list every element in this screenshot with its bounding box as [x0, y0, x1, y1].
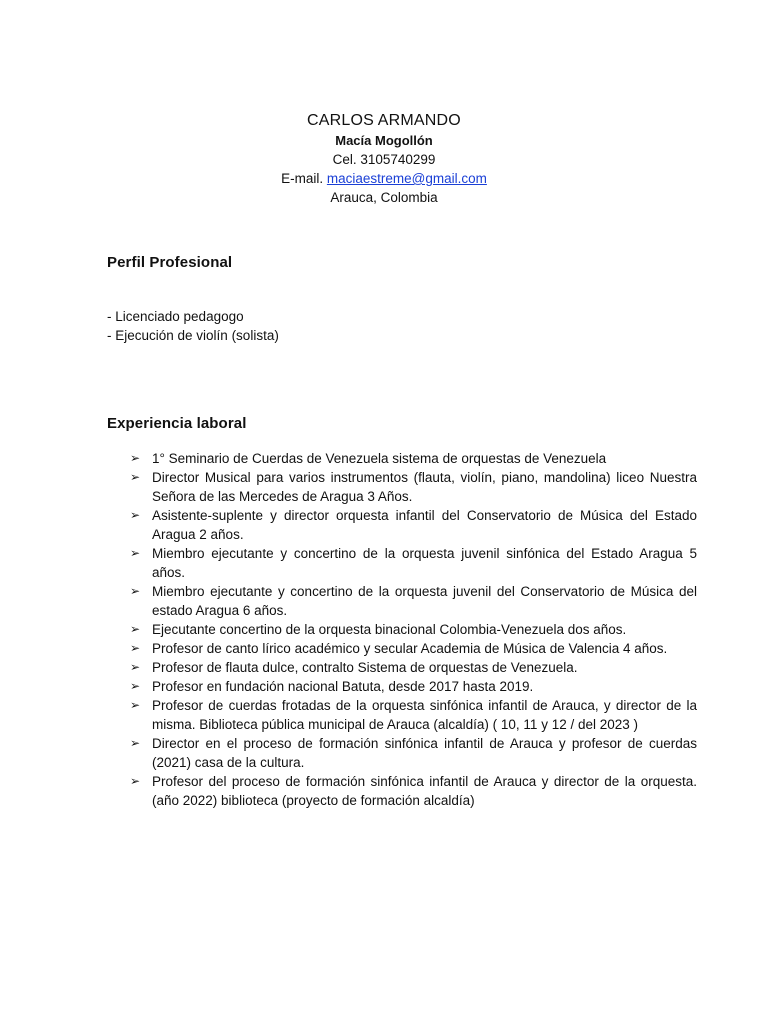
arrow-bullet-icon: ➢: [130, 774, 141, 788]
arrow-bullet-icon: ➢: [130, 698, 141, 712]
experience-item-text: Director en el proceso de formación sinfónica infantil de Arauca y profesor de cuerdas (2021) casa de la cultura.: [152, 736, 697, 770]
experience-list: [130, 449, 697, 810]
experience-item-text: Asistente-suplente y director orquesta infantil del Conservatorio de Música del Estado Aragua 2 años.: [152, 508, 697, 542]
experience-item-text: Miembro ejecutante y concertino de la orquesta juvenil sinfónica del Estado Aragua 5 años.: [152, 546, 697, 580]
experience-item-text: Profesor del proceso de formación sinfónica infantil de Arauca y director de la orquesta. (año 2022) biblioteca (proyecto de formación alcaldía): [152, 774, 697, 808]
experience-item: [130, 696, 697, 734]
experience-item-text: Profesor en fundación nacional Batuta, desde 2017 hasta 2019.: [152, 679, 534, 694]
arrow-bullet-icon: ➢: [130, 622, 141, 636]
experience-item: [130, 468, 697, 506]
experience-item: [130, 734, 697, 772]
location: Arauca, Colombia: [330, 190, 438, 205]
experience-item: [130, 639, 697, 658]
profile-section-title: Perfil Profesional: [107, 254, 233, 271]
experience-section-title: Experiencia laboral: [107, 415, 247, 432]
experience-item-text: Profesor de flauta dulce, contralto Sistema de orquestas de Venezuela.: [152, 660, 578, 675]
phone-number: Cel. 3105740299: [332, 152, 436, 167]
experience-item-text: 1° Seminario de Cuerdas de Venezuela sistema de orquestas de Venezuela: [152, 451, 607, 466]
experience-item: [130, 658, 697, 677]
arrow-bullet-icon: ➢: [130, 660, 141, 674]
experience-item-text: Profesor de canto lírico académico y secular Academia de Música de Valencia 4 años.: [152, 641, 668, 656]
experience-item: [130, 544, 697, 582]
experience-item: [130, 620, 697, 639]
experience-item-text: Director Musical para varios instrumentos (flauta, violín, piano, mandolina) liceo Nuestra Señora de las Mercedes de Aragua 3 Años.: [152, 470, 697, 504]
experience-item: [130, 772, 697, 810]
email-label: E-mail.: [281, 171, 327, 186]
surname: Macía Mogollón: [335, 133, 433, 148]
profile-item: - Ejecución de violín (solista): [107, 328, 279, 343]
arrow-bullet-icon: ➢: [130, 679, 141, 693]
experience-item: [130, 582, 697, 620]
arrow-bullet-icon: ➢: [130, 546, 141, 560]
email-link[interactable]: maciaestreme@gmail.com: [326, 171, 487, 186]
experience-item: [130, 506, 697, 544]
arrow-bullet-icon: ➢: [130, 451, 141, 465]
arrow-bullet-icon: ➢: [130, 641, 141, 655]
experience-item: [130, 449, 697, 468]
profile-list: [107, 307, 279, 345]
experience-item-text: Ejecutante concertino de la orquesta binacional Colombia-Venezuela dos años.: [152, 622, 627, 637]
profile-item: - Licenciado pedagogo: [107, 309, 244, 324]
experience-item: [130, 677, 697, 696]
arrow-bullet-icon: ➢: [130, 736, 141, 750]
experience-item-text: Miembro ejecutante y concertino de la orquesta juvenil del Conservatorio de Música del estado Aragua 6 años.: [152, 584, 697, 618]
email-line: [0, 169, 768, 188]
contact-header: [0, 111, 768, 207]
arrow-bullet-icon: ➢: [130, 508, 141, 522]
arrow-bullet-icon: ➢: [130, 470, 141, 484]
full-name: CARLOS ARMANDO: [307, 112, 461, 129]
arrow-bullet-icon: ➢: [130, 584, 141, 598]
experience-item-text: Profesor de cuerdas frotadas de la orquesta sinfónica infantil de Arauca, y director de la misma. Biblioteca pública municipal de Arauca (alcaldía) ( 10, 11 y 12 / del 2023 ): [152, 698, 697, 732]
